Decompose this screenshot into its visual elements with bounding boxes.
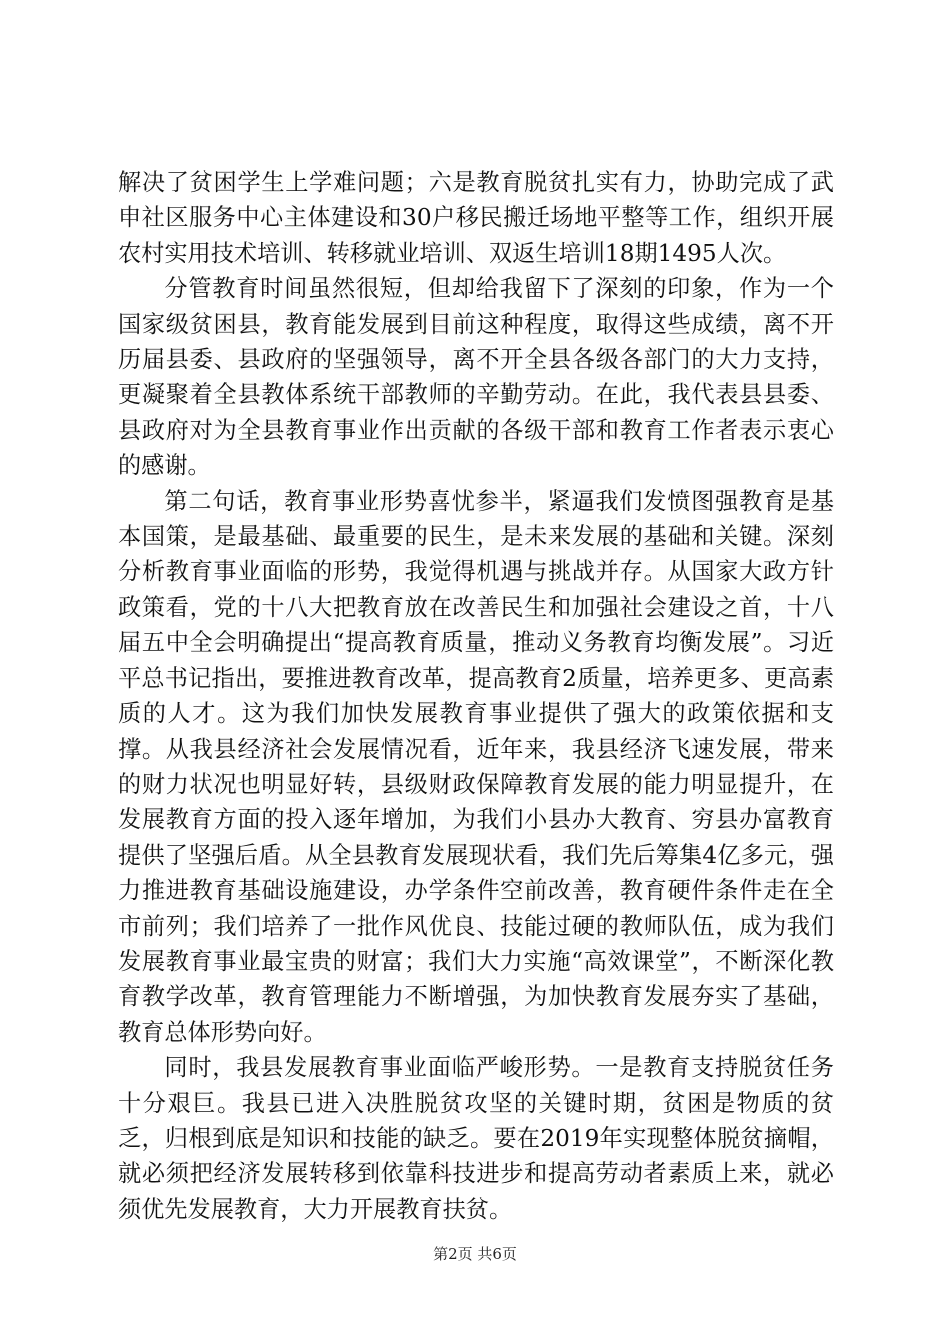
paragraph-2: 分管教育时间虽然很短，但却给我留下了深刻的印象，作为一个国家级贫困县，教育能发展到目前这种程度，取得这些成绩，离不开历届县委、县政府的坚强领导，离不开全县各级各部门的大力支持，更凝聚着全县教体系统干部教师的辛勤劳动。在此，我代表县县委、县政府对为全县教育事业作出贡献的各级干部和教育工作者表示衷心的感谢。 — [118, 275, 834, 480]
page-number-label: 第2页 共6页 — [433, 1245, 517, 1263]
page-footer — [0, 1243, 950, 1264]
document-body — [118, 165, 834, 1227]
paragraph-4: 同时，我县发展教育事业面临严峻形势。一是教育支持脱贫任务十分艰巨。我县已进入决胜脱贫攻坚的关键时期，贫困是物质的贫乏，归根到底是知识和技能的缺乏。要在2019年实现整体脱贫摘帽，就必须把经济发展转移到依靠科技进步和提高劳动者素质上来，就必须优先发展教育，大力开展教育扶贫。 — [118, 1054, 834, 1223]
paragraph-3: 第二句话，教育事业形势喜忧参半，紧逼我们发愤图强教育是基本国策，是最基础、最重要的民生，是未来发展的基础和关键。深刻分析教育事业面临的形势，我觉得机遇与挑战并存。从国家大政方针政策看，党的十八大把教育放在改善民生和加强社会建设之首，十八届五中全会明确提出“提高教育质量，推动义务教育均衡发展”。习近平总书记指出，要推进教育改革，提高教育2质量，培养更多、更高素质的人才。这为我们加快发展教育事业提供了强大的政策依据和支撑。从我县经济社会发展情况看，近年来，我县经济飞速发展，带来的财力状况也明显好转，县级财政保障教育发展的能力明显提升，在发展教育方面的投入逐年增加，为我们小县办大教育、穷县办富教育提供了坚强后盾。从全县教育发展现状看，我们先后筹集4亿多元，强力推进教育基础设施建设，办学条件空前改善，教育硬件条件走在全市前列；我们培养了一批作风优良、技能过硬的教师队伍，成为我们发展教育事业最宝贵的财富；我们大力实施“高效课堂”，不断深化教育教学改革，教育管理能力不断增强，为加快教育发展夯实了基础，教育总体形势向好。 — [118, 487, 834, 1046]
paragraph-1: 解决了贫困学生上学难问题；六是教育脱贫扎实有力，协助完成了武申社区服务中心主体建设和30户移民搬迁场地平整等工作，组织开展农村实用技术培训、转移就业培训、双返生培训18期1495人次。 — [118, 169, 834, 267]
